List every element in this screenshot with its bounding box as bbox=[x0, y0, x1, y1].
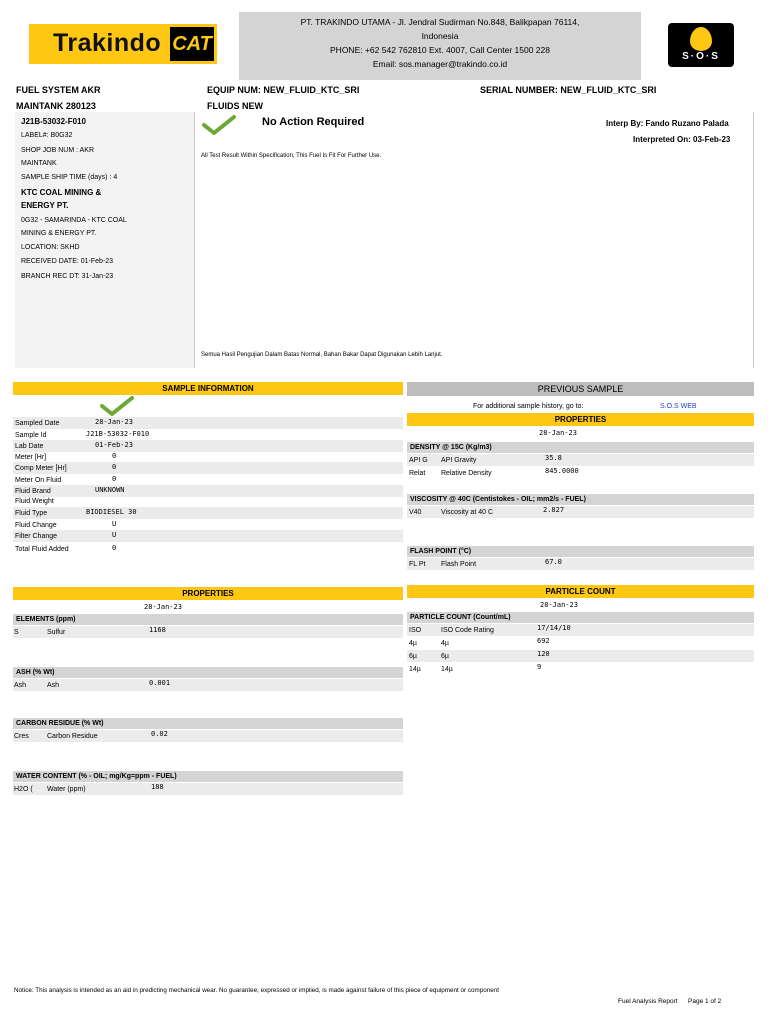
footer-report-name: Fuel Analysis Report bbox=[618, 998, 678, 1005]
sample-info-label: Fluid Weight bbox=[15, 498, 54, 505]
elements-row-band bbox=[13, 626, 403, 638]
customer-address-line2: MINING & ENERGY PT. bbox=[21, 230, 97, 237]
sample-info-label: Total Fluid Added bbox=[15, 546, 69, 553]
particle-name: 6µ bbox=[441, 653, 449, 660]
particle-value: 9 bbox=[537, 663, 542, 671]
properties-left-date: 28-Jan-23 bbox=[144, 603, 182, 611]
flash-point-name: Flash Point bbox=[441, 561, 477, 568]
properties-right-heading: PROPERTIES bbox=[407, 413, 754, 426]
checkmark-icon bbox=[202, 115, 236, 135]
carbon-residue-code: Cres bbox=[14, 733, 29, 740]
viscosity-name: Viscosity at 40 C bbox=[441, 509, 494, 516]
sample-info-value: UNKNOWN bbox=[95, 486, 125, 494]
sample-info-label: Comp Meter [Hr] bbox=[15, 465, 67, 472]
particle-code: 14µ bbox=[409, 666, 421, 673]
water-content-value: 188 bbox=[151, 783, 164, 791]
carbon-residue-heading: CARBON RESIDUE (% Wt) bbox=[13, 718, 403, 729]
sample-info-value: 01-Feb-23 bbox=[95, 441, 133, 449]
viscosity-code: V40 bbox=[409, 509, 422, 516]
sample-info-label: Meter On Fluid bbox=[15, 477, 62, 484]
equip-num: EQUIP NUM: NEW_FLUID_KTC_SRI bbox=[207, 85, 360, 95]
viscosity-heading: VISCOSITY @ 40C (Centistokes - OIL; mm2/s - FUEL) bbox=[407, 494, 754, 505]
sample-info-value: U bbox=[112, 520, 117, 528]
sample-info-value: 0 bbox=[112, 544, 117, 552]
sample-check-icon bbox=[100, 396, 134, 416]
ash-code: Ash bbox=[14, 682, 27, 689]
sample-info-value: 28-Jan-23 bbox=[95, 418, 133, 426]
company-phone: PHONE: +62 542 762810 Ext. 4007, Call Center 1500 228 bbox=[330, 45, 550, 55]
particle-name: 4µ bbox=[441, 640, 449, 647]
serial-number: SERIAL NUMBER: NEW_FLUID_KTC_SRI bbox=[480, 85, 657, 95]
density-code: Relat bbox=[409, 470, 426, 477]
sample-ship-time: SAMPLE SHIP TIME (days) : 4 bbox=[21, 174, 118, 181]
density-code: API G bbox=[409, 457, 428, 464]
carbon-residue-name: Carbon Residue bbox=[47, 733, 98, 740]
interpretation-panel bbox=[194, 112, 754, 368]
company-header bbox=[239, 12, 641, 80]
viscosity-value: 2.827 bbox=[543, 506, 565, 514]
density-name: Relative Density bbox=[441, 470, 492, 477]
sos-drop-icon bbox=[690, 27, 712, 51]
particle-value: 17/14/10 bbox=[537, 624, 571, 632]
sample-info-label: Sample Id bbox=[15, 432, 47, 439]
elements-name: Sulfur bbox=[47, 629, 66, 636]
location: LOCATION: SKHD bbox=[21, 244, 80, 251]
particle-code: 4µ bbox=[409, 640, 417, 647]
maintank-label: MAINTANK bbox=[21, 160, 57, 167]
sample-info-value: J21B-53032-F010 bbox=[86, 430, 150, 438]
particle-row-band bbox=[407, 650, 754, 662]
comment-english: All Test Result Within Specification, This Fuel Is Fit For Further Use. bbox=[201, 153, 382, 159]
company-name-line2: ENERGY PT. bbox=[21, 201, 69, 210]
sample-info-value: 0 bbox=[112, 452, 117, 460]
customer-address-line1: 0G32 - SAMARINDA - KTC COAL bbox=[21, 217, 127, 224]
density-value: 35.8 bbox=[545, 454, 562, 462]
company-address: PT. TRAKINDO UTAMA - Jl. Jendral Sudirman No.848, Balikpapan 76114, bbox=[300, 17, 580, 27]
ash-row-band bbox=[13, 679, 403, 691]
shop-job-number: SHOP JOB NUM : AKR bbox=[21, 147, 94, 154]
ash-heading: ASH (% Wt) bbox=[13, 667, 403, 678]
received-date: RECEIVED DATE: 01-Feb-23 bbox=[21, 258, 114, 265]
sample-info-label: Fluid Type bbox=[15, 510, 48, 517]
particle-count-heading: PARTICLE COUNT bbox=[407, 585, 754, 598]
water-content-name: Water (ppm) bbox=[47, 786, 86, 793]
flash-point-code: FL Pt bbox=[409, 561, 426, 568]
elements-value: 1168 bbox=[149, 626, 166, 634]
flash-point-heading: FLASH POINT (°C) bbox=[407, 546, 754, 557]
particle-name: ISO Code Rating bbox=[441, 627, 494, 634]
sample-info-label: Meter [Hr] bbox=[15, 454, 47, 461]
sample-info-heading: SAMPLE INFORMATION bbox=[13, 382, 403, 395]
sample-info-label: Lab Date bbox=[15, 443, 44, 450]
sample-code: J21B-53032-F010 bbox=[21, 117, 86, 126]
ash-name: Ash bbox=[47, 682, 60, 689]
sample-info-label: Fluid Brand bbox=[15, 488, 51, 495]
ash-value: 0.001 bbox=[149, 679, 171, 687]
water-content-heading: WATER CONTENT (% - OIL; mg/Kg=ppm - FUEL) bbox=[13, 771, 403, 782]
trakindo-logo-text: Trakindo bbox=[53, 29, 162, 57]
density-heading: DENSITY @ 15C (Kg/m3) bbox=[407, 442, 754, 453]
company-name-line1: KTC COAL MINING & bbox=[21, 188, 102, 197]
sample-info-row-band bbox=[13, 485, 403, 497]
interp-by: Interp By: Fando Ruzano Palada bbox=[606, 119, 729, 128]
branch-rec-date: BRANCH REC DT: 31-Jan-23 bbox=[21, 273, 114, 280]
sample-info-row-band bbox=[13, 507, 403, 519]
sample-info-row-band bbox=[13, 462, 403, 474]
sample-info-value: U bbox=[112, 531, 117, 539]
maintank-title: MAINTANK 280123 bbox=[16, 101, 96, 111]
sample-info-label: Fluid Change bbox=[15, 522, 57, 529]
company-country: Indonesia bbox=[421, 31, 459, 41]
cat-logo: CAT bbox=[170, 27, 214, 61]
footer-page-number: Page 1 of 2 bbox=[688, 998, 722, 1005]
particle-code: 6µ bbox=[409, 653, 417, 660]
sos-logo-text: S·O·S bbox=[682, 51, 720, 62]
particle-name: 14µ bbox=[441, 666, 453, 673]
label-number: LABEL#: B0G32 bbox=[21, 132, 73, 139]
particle-value: 120 bbox=[537, 650, 550, 658]
fluids-title: FLUIDS NEW bbox=[207, 101, 263, 111]
history-text: For additional sample history, go to: bbox=[473, 403, 584, 410]
properties-left-heading: PROPERTIES bbox=[13, 587, 403, 600]
status-text: No Action Required bbox=[262, 116, 365, 128]
flash-point-value: 67.0 bbox=[545, 558, 562, 566]
sample-info-label: Filter Change bbox=[15, 533, 58, 540]
particle-value: 692 bbox=[537, 637, 550, 645]
particle-code: ISO bbox=[409, 627, 422, 634]
properties-right-date: 28-Jan-23 bbox=[539, 429, 577, 437]
system-title: FUEL SYSTEM AKR bbox=[16, 85, 101, 95]
sample-info-row-band bbox=[13, 417, 403, 429]
sample-info-row-band bbox=[13, 530, 403, 542]
elements-heading: ELEMENTS (ppm) bbox=[13, 614, 403, 625]
sample-info-value: BIODIESEL 30 bbox=[86, 508, 137, 516]
sos-web-link[interactable]: S.O.S WEB bbox=[660, 403, 697, 410]
sample-info-row-band bbox=[13, 440, 403, 452]
sample-info-label: Sampled Date bbox=[15, 420, 60, 427]
interpreted-on: Interpreted On: 03-Feb-23 bbox=[633, 135, 731, 144]
water-content-code: H2O ( bbox=[14, 786, 33, 793]
particle-date: 28-Jan-23 bbox=[540, 601, 578, 609]
density-value: 845.0000 bbox=[545, 467, 579, 475]
sample-info-value: 0 bbox=[112, 475, 117, 483]
comment-indonesian: Semua Hasil Pengujian Dalam Batas Normal, Bahan Bakar Dapat Digunakan Lebih Lanjut. bbox=[201, 352, 443, 358]
particle-sub-heading: PARTICLE COUNT (Count/mL) bbox=[407, 612, 754, 623]
previous-sample-heading: PREVIOUS SAMPLE bbox=[407, 382, 754, 396]
sample-info-value: 0 bbox=[112, 463, 117, 471]
company-email: Email: sos.manager@trakindo.co.id bbox=[372, 59, 508, 69]
density-name: API Gravity bbox=[441, 457, 477, 464]
carbon-residue-value: 0.02 bbox=[151, 730, 168, 738]
footer-notice: Notice: This analysis is intended as an aid in predicting mechanical wear. No guarantee, expressed or implied, is made against failure of this piece of equipment or component bbox=[14, 987, 500, 994]
elements-code: S bbox=[14, 629, 19, 636]
